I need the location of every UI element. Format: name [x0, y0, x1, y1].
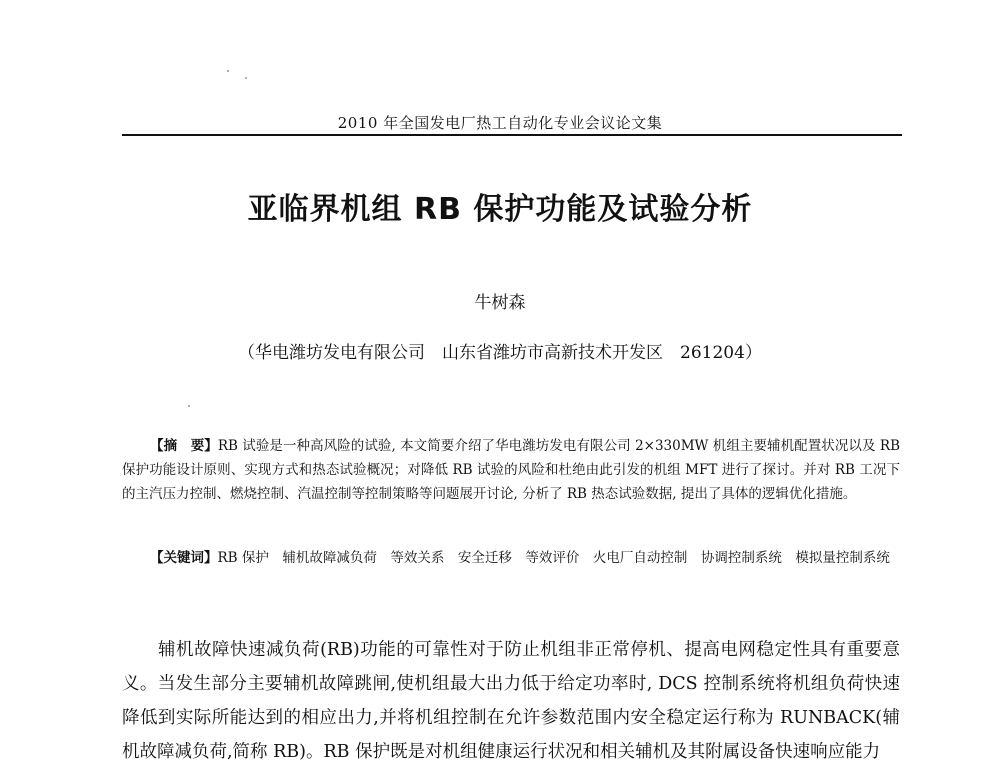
abstract [122, 434, 900, 506]
keywords-text: RB 保护 辅机故障减负荷 等效关系 安全迁移 等效评价 火电厂自动控制 协调控制系统 模拟量控制系统 [217, 550, 890, 566]
keywords-label: 【关键词】 [150, 550, 218, 566]
abstract-label: 【摘 要】 [150, 438, 218, 454]
keywords [122, 546, 900, 570]
header-rule [122, 134, 902, 136]
running-header: 2010 年全国发电厂热工自动化专业会议论文集 [337, 114, 663, 132]
scan-speck [245, 77, 247, 79]
author-affiliation: （华电潍坊发电有限公司 山东省潍坊市高新技术开发区 261204） [238, 343, 762, 363]
scan-speck [188, 405, 190, 407]
author-name: 牛树森 [474, 293, 526, 313]
scan-speck [227, 70, 229, 72]
abstract-text: RB 试验是一种高风险的试验, 本文简要介绍了华电潍坊发电有限公司 2×330MW 机组主要辅机配置状况以及 RB 保护功能设计原则、实现方式和热态试验概况；对降低 RB 试验的风险和杜绝由此引发的机组 MFT 进行了探讨。并对 RB 工况下的主汽压力控制、燃烧控制、汽温控制等控制策略等问题展开讨论, 分析了 RB 热态试验数据, 提出了具体的逻辑优化措施。 [122, 438, 900, 502]
paper-title: 亚临界机组 RB 保护功能及试验分析 [247, 192, 753, 227]
body-paragraph: 辅机故障快速减负荷(RB)功能的可靠性对于防止机组非正常停机、提高电网稳定性具有重要意义。当发生部分主要辅机故障跳闸,使机组最大出力低于给定功率时, DCS 控制系统将机组负荷快速降低到实际所能达到的相应出力,并将机组控制在允许参数范围内安全稳定运行称为 RUNBACK(辅机故障减负荷,简称 RB)。RB 保护既是对机组健康运行状况和相关辅机及其附属设备快速响应能力 [122, 640, 900, 760]
